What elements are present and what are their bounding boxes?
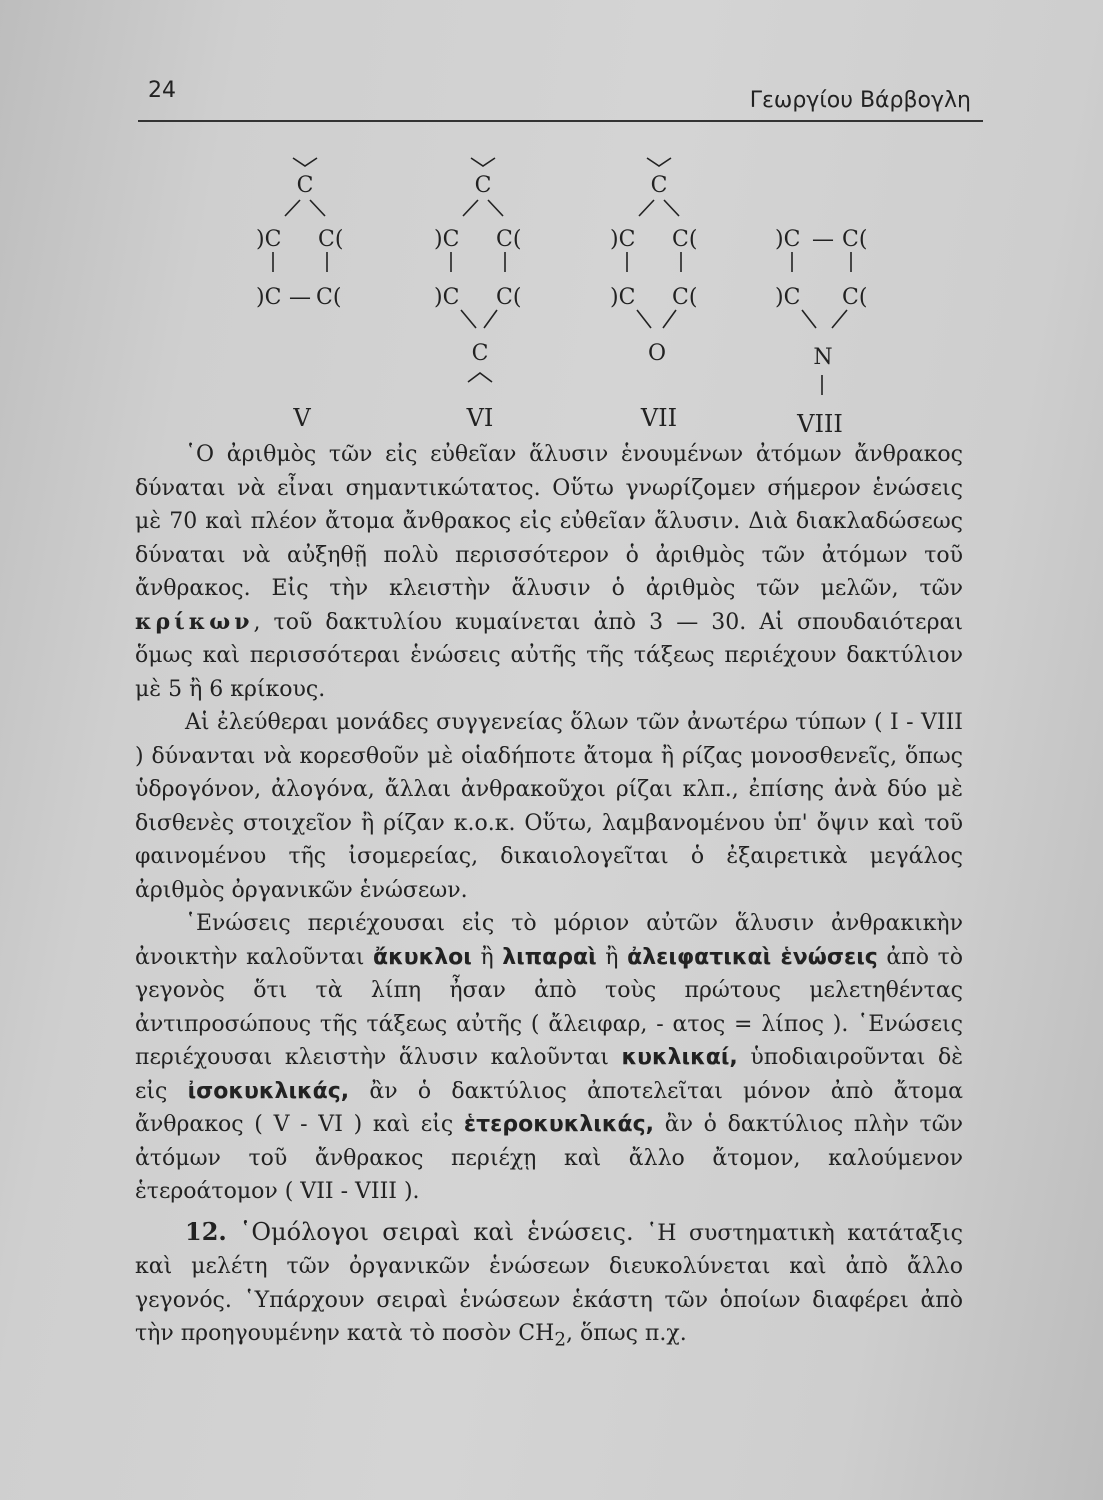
- vii-mid-left-atom: )C: [610, 227, 636, 252]
- paragraph3-text-g: ἀπὸ τὸ γεγονὸς ὅτι τὰ λίπη ἦσαν ἀπὸ τοὺς πρώτους μελετηθέντας ἀντιπροσώπους τῆς τάξεως αὐτῆς ( ἄλειφαρ, - ατος = λίπος ). ῾Ενώσεις περιέχουσαι κλειστὴν ἅλυσιν καλοῦνται: [135, 944, 963, 1070]
- paragraph3-text-a: ῾Ενώσεις περιέχουσαι εἰς τὸ μόριον αὐτῶν ἅλυσιν ἀνθρακικὴν ἀνοικτὴν καλοῦνται: [135, 911, 963, 970]
- term-kyklikai: κυκλικαί,: [621, 1045, 738, 1070]
- section-title: ῾Ομόλογοι σειραὶ καὶ ἑνώσεις.: [239, 1217, 634, 1246]
- subscript-2: 2: [554, 1329, 566, 1351]
- v-bot-bond: —: [289, 285, 311, 310]
- term-isokyklikas: ἰσοκυκλικάς,: [187, 1078, 350, 1104]
- vi-bond-bottom-right: [484, 310, 497, 328]
- paragraph3-text-m: ἂν ὁ δακτύλιος πλὴν τῶν ἀτόμων τοῦ ἄνθρακος περιέχῃ καὶ ἄλλο ἄτομον, καλούμενον ἑτεροάτομον ( VII - VIII ).: [135, 1112, 964, 1204]
- v-bond-top-left: [285, 200, 300, 216]
- section12-text-b: , ὅπως π.χ.: [565, 1321, 687, 1346]
- vii-bot-left-atom: )C: [610, 285, 636, 310]
- v-mid-right-atom: C(: [318, 227, 344, 252]
- v-mid-left-atom: )C: [256, 227, 282, 252]
- vii-bond-bottom-right: [663, 310, 676, 328]
- formula-figure: [0, 150, 1103, 450]
- term-akykloi: ἄκυκλοι: [372, 944, 472, 970]
- term-liparai: λιπαραὶ: [502, 944, 597, 970]
- paragraph-chain-length: [135, 438, 963, 706]
- v-top-valence: [293, 158, 317, 166]
- paragraph1-text-a: ῾Ο ἀριθμὸς τῶν εἰς εὐθεῖαν ἅλυσιν ἑνουμένων ἀτόμων ἄνθρακος δύναται νὰ εἶναι σημαντικώτατος. Οὕτω γνωρίζομεν σήμερον ἑνώσεις μὲ 70 καὶ πλέον ἄτομα ἄνθρακος εἰς εὐθεῖαν ἅλυσιν. Διὰ διακλαδώσεως δύναται νὰ αὐξηθῇ πολὺ περισσότερον ὁ ἀριθμὸς τῶν ἀτόμων τοῦ ἄνθρακος. Εἰς τὴν κλειστὴν ἅλυσιν ὁ ἀριθμὸς τῶν μελῶν, τῶν: [135, 442, 963, 601]
- vi-top-atom: C: [474, 173, 492, 198]
- page-header: [138, 70, 983, 122]
- page-number: 24: [148, 78, 176, 103]
- vi-bond-top-left: [463, 200, 478, 216]
- running-head: Γεωργίου Βάρβογλη: [749, 88, 971, 113]
- vi-bottom-atom: C: [471, 341, 489, 366]
- vii-bond-bottom-left: [637, 310, 651, 328]
- vi-bond-top-right: [488, 200, 503, 216]
- term-heterokyklikas: ἑτεροκυκλικάς,: [463, 1112, 655, 1137]
- paragraph-classification: [135, 907, 963, 1209]
- vi-bond-bottom-left: [461, 310, 476, 328]
- viii-bond-bottom-right: [832, 310, 847, 328]
- label-vi: VI: [466, 404, 494, 432]
- body-text: [135, 438, 963, 1357]
- term-krikon: κρίκων: [135, 608, 254, 635]
- viii-bot-right-atom: C(: [842, 285, 868, 310]
- vi-top-valence: [471, 158, 495, 166]
- paragraph-valences: Αἱ ἐλεύθεραι μονάδες συγγενείας ὅλων τῶν ἀνωτέρω τύπων ( I - VIII ) δύνανται νὰ κορεσθοῦν μὲ οἱαδήποτε ἄτομα ἢ ρίζας μονοσθενεῖς, ὅπως ὑδρογόνον, ἀλογόνα, ἄλλαι ἀνθρακοῦχοι ρίζαι κλπ., ἐπίσης ἀνὰ δύο μὲ δισθενὲς στοιχεῖον ἢ ρίζαν κ.ο.κ. Οὕτω, λαμβανομένου ὑπ' ὄψιν καὶ τοῦ φαινομένου τῆς ἰσομερείας, δικαιολογεῖται ὁ ἐξαιρετικὰ μεγάλος ἀριθμὸς ὀργανικῶν ἑνώσεων.: [135, 710, 963, 903]
- viii-bond-bottom-left: [802, 310, 816, 328]
- v-top-atom: C: [296, 173, 314, 198]
- vii-bond-top-right: [664, 200, 679, 216]
- vii-bot-right-atom: C(: [672, 285, 698, 310]
- vii-top-atom: C: [650, 173, 668, 198]
- viii-bot-left-atom: )C: [775, 285, 801, 310]
- paragraph3-text-c: ἢ: [480, 944, 494, 970]
- vi-mid-left-atom: )C: [434, 227, 460, 252]
- bond-lines: [273, 158, 851, 395]
- term-aleifatikai: ἀλειφατικαὶ ἑνώσεις: [627, 944, 878, 970]
- section-12: [135, 1215, 963, 1357]
- paragraph3-text-e: ἢ: [605, 944, 619, 970]
- section-number: 12.: [185, 1216, 227, 1246]
- viii-mid-bond: —: [812, 227, 834, 252]
- vii-oxygen-atom: O: [647, 341, 667, 366]
- vi-mid-right-atom: C(: [496, 227, 522, 252]
- label-v: V: [293, 404, 311, 432]
- v-bot-left-atom: )C: [256, 285, 282, 310]
- vi-bottom-valence: [468, 373, 492, 382]
- vii-top-valence: [647, 158, 671, 166]
- vi-bot-right-atom: C(: [496, 285, 522, 310]
- label-vii: VII: [640, 404, 678, 432]
- viii-mid-left-atom: )C: [775, 227, 801, 252]
- structural-formulas: [0, 150, 1103, 450]
- paragraph3-text-i: ὑποδιαιροῦνται δὲ εἰς: [135, 1045, 964, 1104]
- v-bond-top-right: [310, 200, 325, 216]
- v-bot-right-atom: C(: [316, 285, 342, 310]
- header-rule: [138, 120, 983, 122]
- viii-mid-right-atom: C(: [842, 227, 868, 252]
- label-viii: VIII: [797, 410, 843, 438]
- section12-text-a: ῾Η συστηματικὴ κατάταξις καὶ μελέτη τῶν ὀργανικῶν ἑνώσεων διευκολύνεται καὶ ἀπὸ ἄλλο γεγονός. ῾Υπάρχουν σειραὶ ἑνώσεων ἑκάστη τῶν ὁποίων διαφέρει ἀπὸ τὴν προηγουμένην κατὰ τὸ ποσὸν CH: [135, 1220, 963, 1346]
- paragraph3-text-k: ἂν ὁ δακτύλιος ἀποτελεῖται μόνον ἀπὸ ἄτομα ἄνθρακος ( V - VI ) καὶ εἰς: [135, 1078, 964, 1137]
- viii-nitrogen-atom: N: [813, 345, 833, 370]
- vi-bot-left-atom: )C: [434, 285, 460, 310]
- vii-bond-top-left: [639, 200, 654, 216]
- vii-mid-right-atom: C(: [672, 227, 698, 252]
- paragraph1-text-c: , τοῦ δακτυλίου κυμαίνεται ἀπὸ 3 — 30. Αἱ σπουδαιότεραι ὅμως καὶ περισσότεραι ἑνώσεις αὐτῆς τῆς τάξεως περιέχουν δακτύλιον μὲ 5 ἢ 6 κρίκους.: [135, 609, 963, 702]
